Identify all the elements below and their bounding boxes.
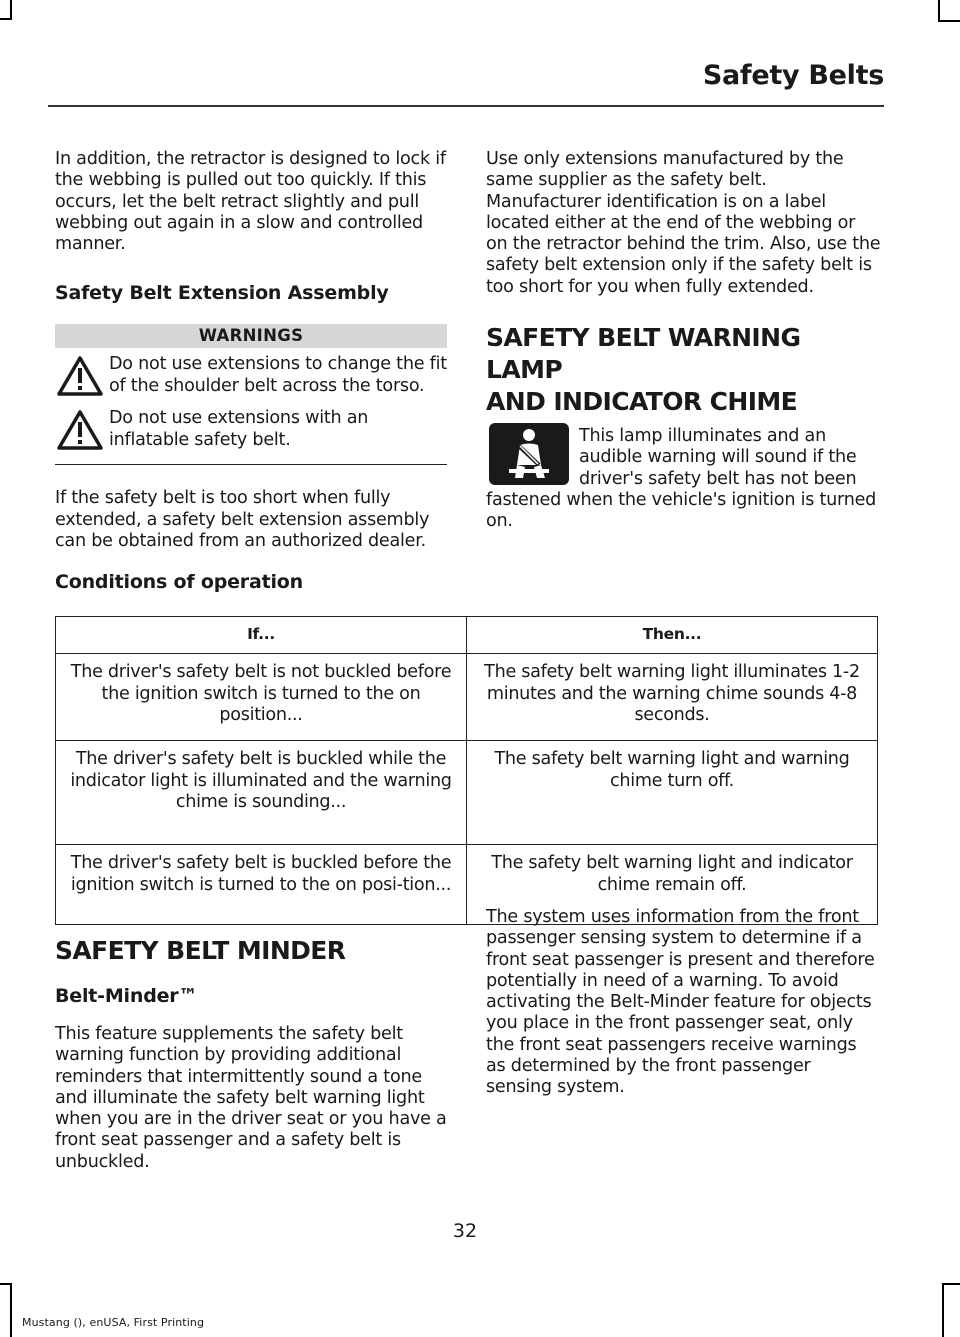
warning-lamp-heading	[486, 322, 881, 418]
crop-mark	[938, 0, 940, 22]
warning-lamp-text	[579, 426, 884, 490]
crop-mark	[942, 1283, 944, 1337]
table-row	[56, 654, 878, 741]
warning-text: Do not use extensions with an inflatable safety belt.	[109, 408, 369, 450]
warning-triangle-icon	[55, 408, 105, 452]
right-column-top	[486, 149, 881, 418]
table-cell-if: The driver's safety belt is buckled before the ignition switch is turned to the on posi-tion...	[56, 845, 467, 925]
page-number: 32	[452, 1220, 478, 1242]
conditions-heading: Conditions of operation	[55, 571, 303, 593]
lamp-line-2: audible warning will sound if the	[579, 447, 857, 468]
lamp-line-3: driver's safety belt has not been	[579, 468, 857, 489]
warnings-bar: WARNINGS	[55, 324, 447, 348]
minder-right-column	[486, 907, 881, 1099]
title-rule	[48, 105, 884, 107]
crop-mark	[10, 0, 12, 20]
footer-edition: Mustang (), enUSA, First Printing	[22, 1316, 205, 1329]
lamp-rest: fastened when the vehicle's ignition is turned on.	[486, 490, 877, 532]
minder-heading: SAFETY BELT MINDER	[55, 936, 346, 965]
extension-heading: Safety Belt Extension Assembly	[55, 282, 389, 305]
column-header-if: If...	[56, 617, 467, 654]
lamp-line-1: This lamp illuminates and an	[579, 426, 826, 446]
crop-mark	[942, 1283, 960, 1285]
crop-mark	[0, 1283, 12, 1285]
minder-left-paragraph: This feature supplements the safety belt warning function by providing additional reminders that intermittently sound a tone and illuminate the safety belt warning light when you are in the driver seat or you have a front seat passenger and a safety belt is unbuckled.	[55, 1024, 447, 1172]
warning-lamp-heading-line2: AND INDICATOR CHIME	[486, 387, 798, 417]
retractor-paragraph: In addition, the retractor is designed to lock if the webbing is pulled out too quickly. If this occurs, let the belt retract slightly and pull webbing out again in a slow and controlled manner.	[55, 149, 446, 255]
crop-mark	[0, 18, 12, 20]
crop-mark	[10, 1283, 12, 1337]
warning-lamp-heading-line1: SAFETY BELT WARNING LAMP	[486, 323, 801, 385]
crop-mark	[938, 20, 960, 22]
table-cell-then: The safety belt warning light and warning chime turn off.	[467, 741, 878, 845]
warnings-end-rule	[55, 464, 447, 465]
extension-paragraph: If the safety belt is too short when fully extended, a safety belt extension assembly can be obtained from an authorized dealer.	[55, 488, 430, 552]
column-header-then: Then...	[467, 617, 878, 654]
conditions-table	[55, 616, 878, 925]
table-row	[56, 741, 878, 845]
warning-text: Do not use extensions to change the fit of the shoulder belt across the torso.	[109, 354, 447, 396]
minder-subheading: Belt-Minder™	[55, 985, 198, 1007]
seatbelt-warning-icon	[489, 423, 569, 485]
warning-triangle-icon	[55, 354, 105, 398]
table-cell-if: The driver's safety belt is buckled while the indicator light is illuminated and the warning chime is sounding...	[56, 741, 467, 845]
left-column-top	[55, 149, 447, 552]
warning-lamp-text-rest	[486, 490, 881, 533]
table-cell-then: The safety belt warning light and indicator chime remain off.	[467, 845, 878, 925]
warning-item	[55, 354, 447, 398]
page-title: Safety Belts	[702, 60, 884, 91]
table-cell-if: The driver's safety belt is not buckled before the ignition switch is turned to the on position...	[56, 654, 467, 741]
minder-left-column	[55, 935, 447, 1173]
table-cell-then: The safety belt warning light illuminates 1-2 minutes and the warning chime sounds 4-8 seconds.	[467, 654, 878, 741]
minder-right-paragraph: The system uses information from the front passenger sensing system to determine if a front seat passenger is present and therefore potentially in need of a warning. To avoid activating the Belt-Minder feature for objects you place in the front passenger seat, only the front seat passengers receive warnings as determined by the front passenger sensing system.	[486, 907, 875, 1098]
extension-supplier-paragraph: Use only extensions manufactured by the same supplier as the safety belt. Manufacturer identification is on a label located either at the end of the webbing or on the retractor behind the trim. Also, use the safety belt extension only if the safety belt is too short for you when fully extended.	[486, 149, 881, 297]
warning-item	[55, 408, 447, 452]
table-header-row	[56, 617, 878, 654]
